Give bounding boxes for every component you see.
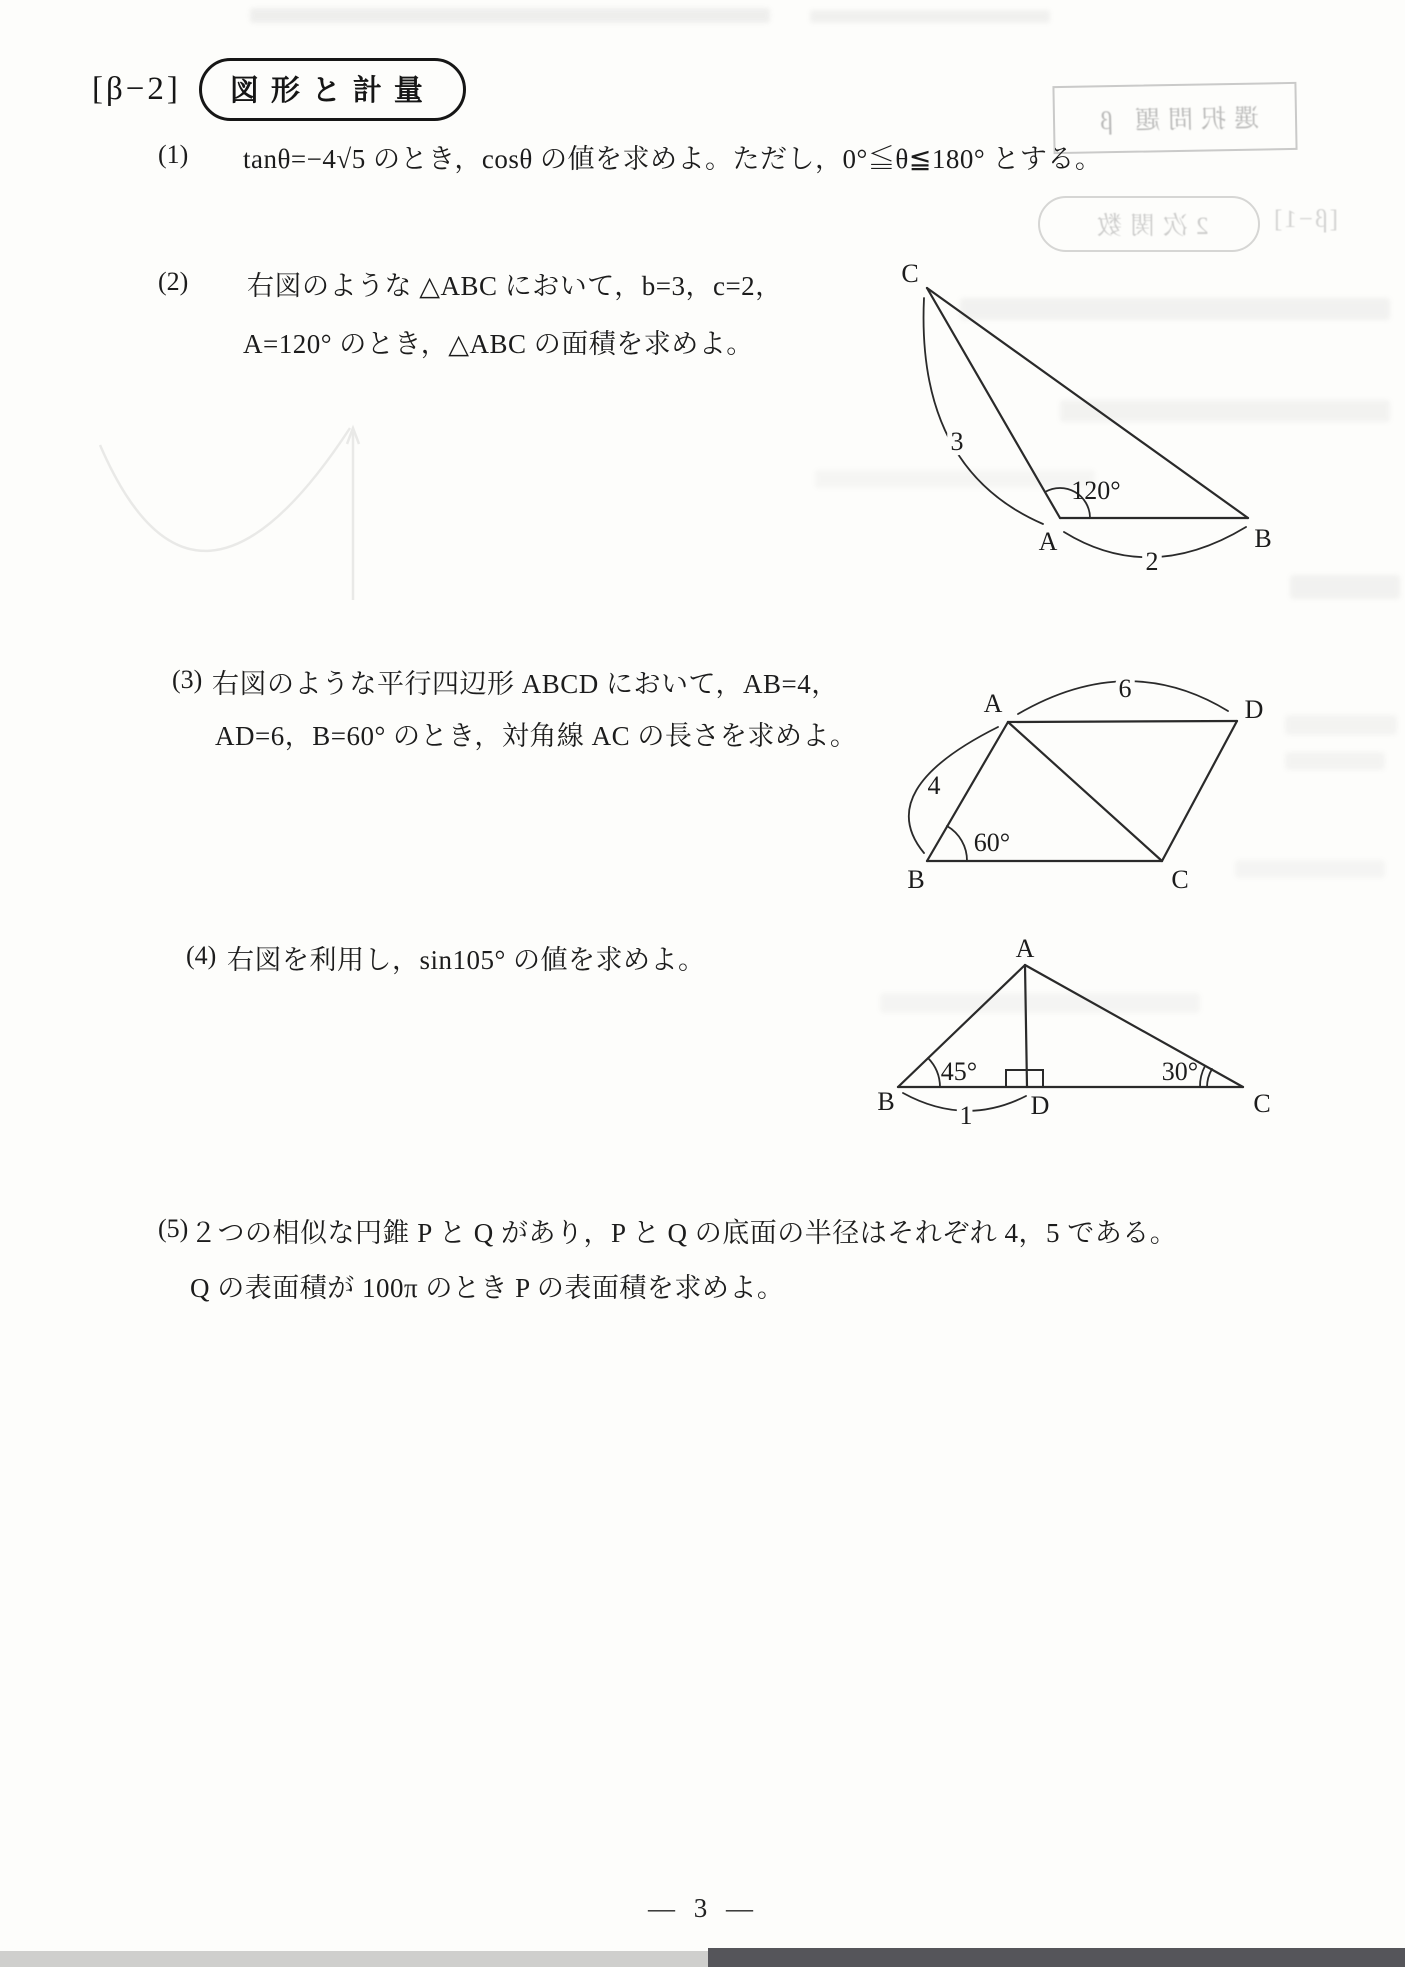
section-bracket-label: [β−2] [92, 71, 181, 107]
angle-label-120: 120° [1071, 476, 1121, 505]
figure-2-triangle [870, 250, 1300, 580]
side-length-2: 2 [1145, 547, 1159, 576]
page-title: 図形と計量 [199, 58, 466, 121]
angle-arc-C-inner [1207, 1069, 1212, 1087]
angle-arc-B [947, 826, 967, 861]
right-angle-mark [1006, 1070, 1043, 1087]
vertex-label-C: C [901, 259, 919, 288]
problem-5-number: (5) [158, 1214, 189, 1243]
angle-arc-B [928, 1058, 940, 1087]
line-DC [1162, 721, 1237, 861]
side-length-3: 3 [950, 427, 964, 456]
scan-edge-band-light [0, 1951, 708, 1967]
bleed-through-parabola [70, 330, 370, 610]
altitude-AD [1025, 965, 1027, 1087]
problem-3-number: (3) [172, 665, 203, 694]
line-CA [927, 288, 1060, 518]
vertex-label-B: B [907, 865, 925, 894]
length-brace-CA [924, 298, 1043, 524]
figure-3-parallelogram [885, 655, 1295, 905]
vertex-label-A: A [1038, 527, 1058, 556]
bleed-through-textline [1285, 715, 1397, 735]
bleed-through-box-label: 選択問題 β [1091, 105, 1259, 136]
angle-label-45: 45° [940, 1057, 978, 1086]
figure-4-triangle [870, 935, 1300, 1135]
problem-2-text-line1: 右図のような △ABC において，b=3，c=2， [247, 271, 783, 301]
problem-3-text-line1: 右図のような平行四辺形 ABCD において，AB=4， [212, 669, 839, 699]
diagonal-AC [1008, 722, 1162, 861]
vertex-label-A: A [1015, 935, 1035, 963]
bleed-through-smudge [810, 10, 1050, 23]
vertex-label-D: D [1244, 695, 1264, 724]
parabola-curve [100, 428, 350, 551]
seg-length-1: 1 [959, 1101, 973, 1130]
problem-2-number: (2) [158, 267, 189, 296]
page-number: — 3 — [648, 1893, 759, 1923]
bleed-through-smudge [250, 8, 770, 23]
vertex-label-C: C [1253, 1089, 1271, 1118]
problem-2-text-line2: A=120° のとき，△ABC の面積を求めよ。 [243, 329, 754, 359]
side-length-4: 4 [927, 771, 941, 800]
problem-3-text-line2: AD=6，B=60° のとき，対角線 AC の長さを求めよ。 [215, 721, 858, 751]
scan-edge-band-dark [708, 1948, 1405, 1967]
side-length-6: 6 [1118, 674, 1132, 703]
angle-arc-C-outer [1200, 1066, 1205, 1087]
problem-1-number: (1) [158, 140, 189, 169]
vertex-label-A: A [983, 689, 1003, 718]
page-header [92, 58, 466, 121]
vertex-label-C: C [1171, 865, 1189, 894]
problem-4-text: 右図を利用し，sin105° の値を求めよ。 [227, 945, 706, 975]
vertex-label-B: B [877, 1087, 895, 1116]
bleed-through-textline [1290, 575, 1400, 599]
vertex-label-B: B [1254, 524, 1272, 553]
line-AC [1025, 965, 1243, 1087]
bleed-through-textline [1285, 752, 1385, 770]
problem-5-text-line1: ２つの相似な円錐 P と Q があり，P と Q の底面の半径はそれぞれ 4，5 である。 [190, 1218, 1178, 1248]
angle-label-60: 60° [973, 828, 1011, 857]
line-AD [1008, 721, 1237, 722]
vertex-label-D: D [1030, 1091, 1050, 1120]
problem-1-text: tanθ=−4√5 のとき，cosθ の値を求めよ。ただし，0°≦θ≦180° とする。 [243, 144, 1103, 174]
bleed-through-bracket-label: [β−1] [1272, 206, 1338, 233]
problem-5-text-line2: Q の表面積が 100π のとき P の表面積を求めよ。 [190, 1273, 785, 1303]
angle-label-30: 30° [1161, 1057, 1199, 1086]
bleed-through-pill [1038, 196, 1260, 252]
problem-4-number: (4) [186, 941, 217, 970]
bleed-through-pill-label: 2次関数 [1089, 213, 1209, 240]
